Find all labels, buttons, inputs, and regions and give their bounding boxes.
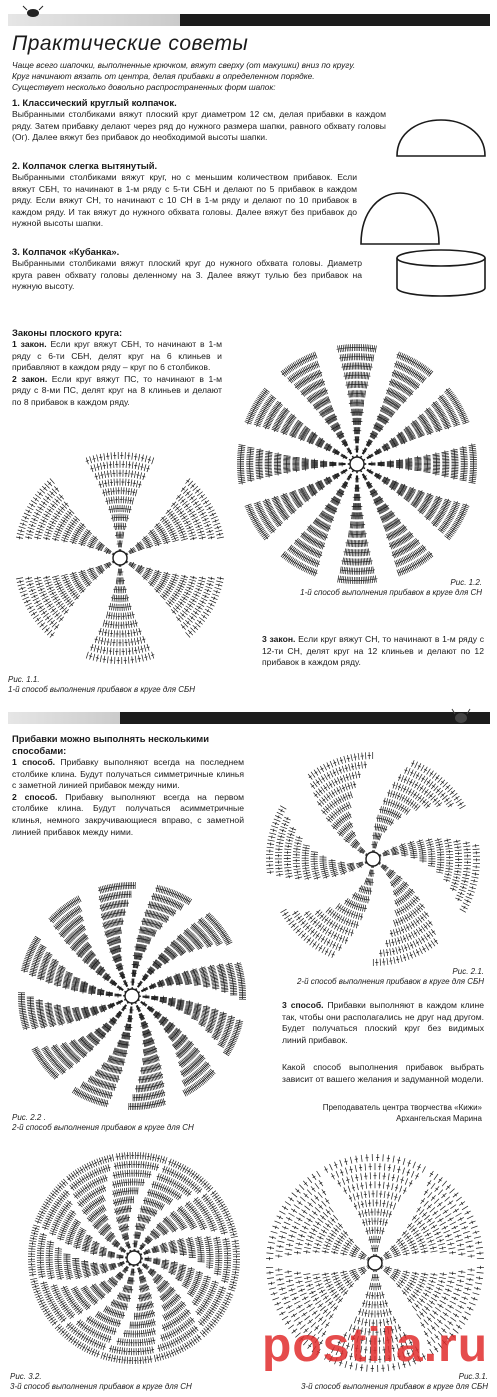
intro-line-3: Существует несколько довольно распространенных форм шапок: (12, 82, 276, 92)
law-3-block (262, 634, 484, 669)
intro-line-1: Чаще всего шапочки, выполненные крючком, вяжут сверху (от макушки) вниз по кругу. (12, 60, 356, 70)
fig-3-1-text: 3-й способ выполнения прибавок в круге для СБН (300, 1382, 488, 1391)
law-3-text: Если круг вяжут СН, то начинают в 1-м ряду с 12-ти СН, делят круг на 12 клиньев и делают по 12 прибавок в каждом ряду. (262, 634, 485, 668)
hat-3-heading: 3. Колпачок «Кубанка». (12, 246, 120, 257)
crochet-diagram-fig-1-1 (10, 448, 230, 668)
method-3-block (282, 1000, 484, 1046)
law-2-label: 2 закон. (12, 373, 48, 384)
choice-text: Какой способ выполнения прибавок выбрать зависит от вашего желания и задуманной модели. (282, 1062, 484, 1084)
hat-1-heading: 1. Классический круглый колпачок. (12, 97, 177, 108)
bug-icon-2 (450, 706, 472, 726)
methods-section (12, 733, 244, 838)
law-1-label: 1 закон. (12, 339, 47, 349)
signature-line-1: Преподаватель центра творчества «Кижи» (322, 1103, 482, 1112)
hat-shape-classic (393, 98, 489, 158)
fig-3-1-number: Рис.3.1. (458, 1372, 488, 1381)
method-2-label: 2 способ. (12, 791, 58, 802)
fig-2-1-number: Рис. 2.1. (452, 967, 484, 976)
crochet-diagram-fig-1-2 (233, 340, 481, 588)
hat-1-text: Выбранными столбиками вяжут плоский круг диаметром 12 см, делая прибавки в каждом ряду. Затем прибавку делают через ряд до нужного размера шапки, равного обхвату головы (Ог). Далее вяжут без прибавок до необходимой высоты шапки. (12, 109, 386, 143)
intro-line-2: Круг начинают вязать от центра, делая прибавки в определенном порядке. (12, 71, 315, 81)
page-title: Практические советы (12, 32, 249, 55)
fig-2-1-text: 2-й способ выполнения прибавок в круге для СБН (296, 977, 484, 986)
hat-shape-elongated (355, 168, 445, 248)
fig-3-2-caption (10, 1372, 250, 1392)
method-1-label: 1 способ. (12, 757, 56, 767)
method-2-text: Прибавку выполняют всегда на первом столбике клина. Будут получаться асимметричные клинья, немного закручивающиеся вправо, с заметной линией прибавок между ними. (12, 791, 245, 837)
signature-line-2: Архангельская Марина (396, 1113, 482, 1123)
hat-section-1 (12, 97, 386, 144)
method-3-label: 3 способ. (282, 1000, 324, 1010)
method-3-text: Прибавки выполняют в каждом клине так, чтобы они располагались не друг над другом. Будет получаться плоский круг без видимых линий прибавок. (282, 1000, 485, 1045)
bug-icon (22, 4, 44, 20)
hat-section-2 (12, 160, 357, 230)
middle-header-bar (120, 712, 490, 724)
law-3-label: 3 закон. (262, 634, 296, 644)
hat-shape-kubanka (393, 248, 489, 300)
watermark: postila.ru (262, 1319, 489, 1372)
fig-1-1-text: 1-й способ выполнения прибавок в круге для СБН (8, 685, 196, 694)
method-1-text: Прибавку выполняют всегда на последнем столбике клина. Будут получаться симметричные клинья с заметной линией прибавок между ними. (12, 757, 244, 791)
crochet-diagram-fig-2-1 (262, 748, 484, 970)
methods-heading: Прибавки можно выполнять несколькими способами: (12, 733, 209, 756)
fig-1-2-caption (250, 578, 482, 598)
fig-1-1-caption (8, 675, 248, 695)
top-header-bar (180, 14, 490, 26)
hat-2-heading: 2. Колпачок слегка вытянутый. (12, 160, 158, 171)
laws-section (12, 327, 222, 409)
crochet-diagram-fig-2-2 (14, 878, 250, 1114)
fig-2-2-number: Рис. 2.2 . (12, 1113, 46, 1122)
fig-1-2-number: Рис. 1.2. (450, 578, 482, 587)
fig-3-2-text: 3-й способ выполнения прибавок в круге для СН (10, 1382, 192, 1391)
fig-2-2-caption (12, 1113, 252, 1133)
law-2-text: Если круг вяжут ПС, то начинают в 1-м ряду с 8-ми ПС, делят круг на 8 клиньев и делают по 8 прибавок в каждом ряду. (12, 373, 222, 407)
fig-2-2-text: 2-й способ выполнения прибавок в круге для СН (12, 1123, 194, 1132)
laws-heading: Законы плоского круга: (12, 327, 123, 338)
fig-1-2-text: 1-й способ выполнения прибавок в круге для СН (300, 588, 482, 597)
hat-2-text: Выбранными столбиками вяжут круг, но с меньшим количеством прибавок. Если вяжут СБН, то начинают в 1-м ряду с 5-ти СБН и делают по 5 прибавок в каждом ряду. Если вяжут СН, то начинают с 10 СН в 1-м ряду и делают по 10 прибавок в каждом ряду. И так вяжут до нужного обхвата головы. Далее вяжут без прибавок до нужной высоты шапки. (12, 172, 357, 229)
hat-3-text: Выбранными столбиками вяжут плоский круг до нужного обхвата головы. Диаметр круга равен обхвату головы деленному на 3. Далее вяжут тулью без прибавок на нужную высоту. (12, 258, 362, 292)
signature (260, 1103, 482, 1124)
crochet-diagram-fig-3-2 (24, 1148, 244, 1368)
middle-header-bar-light (8, 712, 128, 724)
fig-2-1-caption (262, 967, 484, 987)
intro-text (12, 60, 377, 93)
fig-3-2-number: Рис. 3.2. (10, 1372, 42, 1381)
law-1-text: Если круг вяжут СБН, то начинают в 1-м ряду с 6-ти СБН, делят круг на 6 клиньев и прибавляют в каждом ряду – круг по 6 столбиков. (12, 339, 223, 373)
fig-3-1-caption (258, 1372, 488, 1392)
fig-1-1-number: Рис. 1.1. (8, 675, 40, 684)
